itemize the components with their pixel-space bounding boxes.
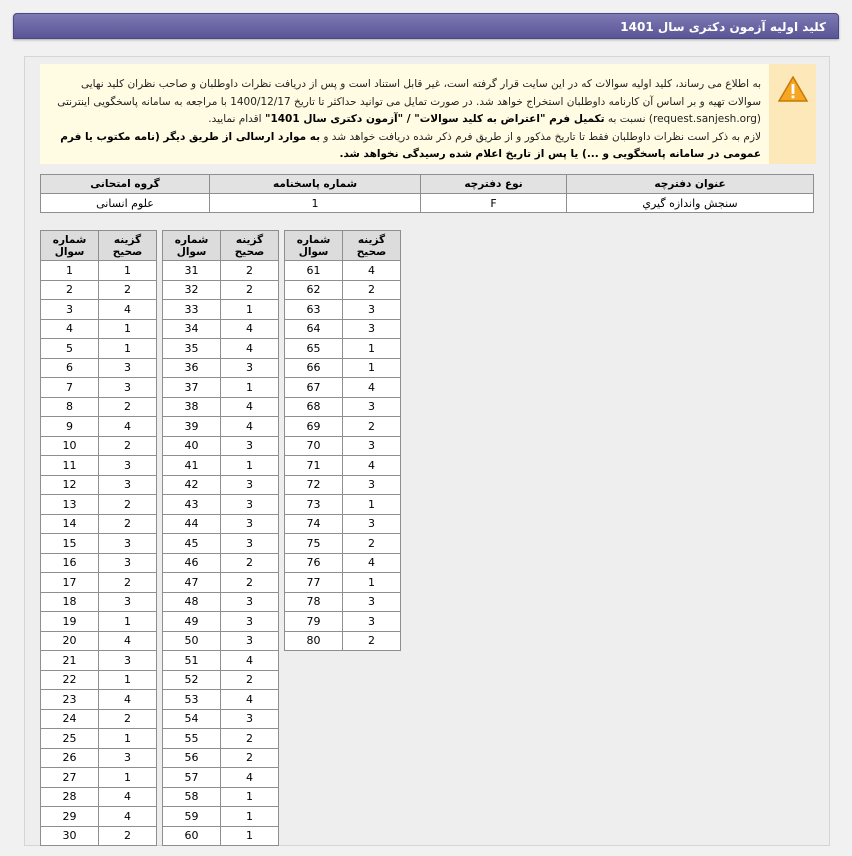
answer-row (163, 280, 279, 300)
question-number: 9 (41, 417, 99, 437)
correct-option: 1 (99, 768, 157, 788)
answer-row (285, 456, 401, 476)
question-number: 41 (163, 456, 221, 476)
correct-option: 4 (343, 553, 401, 573)
correct-option: 3 (221, 631, 279, 651)
question-number: 14 (41, 514, 99, 534)
answer-key-table-3 (284, 230, 401, 651)
correct-option: 2 (99, 495, 157, 515)
correct-option: 2 (99, 397, 157, 417)
question-number: 7 (41, 378, 99, 398)
question-number: 54 (163, 709, 221, 729)
question-number: 12 (41, 475, 99, 495)
question-number: 77 (285, 573, 343, 593)
question-number: 30 (41, 826, 99, 846)
answer-row (285, 319, 401, 339)
answer-row (41, 456, 157, 476)
question-number: 56 (163, 748, 221, 768)
correct-option: 1 (99, 612, 157, 632)
correct-option: 3 (343, 300, 401, 320)
answer-row (163, 397, 279, 417)
correct-option: 2 (99, 280, 157, 300)
answer-row (41, 651, 157, 671)
question-number: 19 (41, 612, 99, 632)
notice-line2: لازم به ذکر است نظرات داوطلبان فقط تا تاریخ مذکور و از طریق فرم ذکر شده دریافت خواهد شد و (323, 130, 761, 143)
page-title: کلید اولیه آزمون دکتری سال 1401 (620, 20, 826, 34)
answer-row (285, 553, 401, 573)
answer-row (163, 534, 279, 554)
question-number: 70 (285, 436, 343, 456)
question-number: 65 (285, 339, 343, 359)
correct-option: 1 (343, 495, 401, 515)
question-number: 76 (285, 553, 343, 573)
answer-row (285, 397, 401, 417)
correct-option: 3 (99, 592, 157, 612)
question-number: 44 (163, 514, 221, 534)
answer-row (41, 475, 157, 495)
answer-row (285, 378, 401, 398)
answer-row (285, 514, 401, 534)
correct-option: 1 (99, 319, 157, 339)
correct-option: 2 (99, 826, 157, 846)
correct-option: 3 (99, 553, 157, 573)
correct-option-header: گزینه صحیح (343, 231, 401, 261)
question-number: 52 (163, 670, 221, 690)
correct-option: 4 (99, 807, 157, 827)
question-number: 43 (163, 495, 221, 515)
question-number: 5 (41, 339, 99, 359)
answer-sheet-number-header: شماره پاسخنامه (210, 175, 421, 194)
correct-option: 3 (343, 397, 401, 417)
question-number: 17 (41, 573, 99, 593)
notice-line1: به اطلاع می رساند، کلید اولیه سوالات که در این سایت قرار گرفته است، غیر قابل استناد است و پس از دریافت نظرات داوطلبان و صاحب نظران کلید نهایی سوالات تهیه و بر اساس آن کارنامه داوطلبان استخراج خواهد شد. در صورت تمایل می توانید حداکثر تا تاریخ 1400/12/17 با مراجعه به سامانه پاسخگویی اینترنتی (request.sanjesh.org) نسبت به (57, 78, 761, 125)
answer-row (163, 670, 279, 690)
correct-option: 3 (221, 709, 279, 729)
correct-option: 3 (221, 358, 279, 378)
answer-row (41, 397, 157, 417)
question-number: 45 (163, 534, 221, 554)
question-number: 15 (41, 534, 99, 554)
correct-option: 3 (221, 475, 279, 495)
question-number: 10 (41, 436, 99, 456)
answer-row (285, 631, 401, 651)
question-number: 68 (285, 397, 343, 417)
correct-option: 1 (221, 787, 279, 807)
correct-option: 4 (99, 300, 157, 320)
answer-row (41, 534, 157, 554)
correct-option: 3 (343, 436, 401, 456)
question-number: 13 (41, 495, 99, 515)
answer-row (41, 729, 157, 749)
answer-row (163, 592, 279, 612)
answer-row (41, 709, 157, 729)
question-number: 27 (41, 768, 99, 788)
question-number: 26 (41, 748, 99, 768)
answer-row (41, 612, 157, 632)
question-number: 51 (163, 651, 221, 671)
correct-option: 3 (221, 514, 279, 534)
correct-option: 2 (221, 280, 279, 300)
answer-header-row (41, 231, 157, 261)
answer-row (41, 436, 157, 456)
answer-row (41, 748, 157, 768)
answer-row (41, 417, 157, 437)
answer-row (41, 553, 157, 573)
answer-row (163, 709, 279, 729)
correct-option: 3 (99, 378, 157, 398)
answer-row (41, 631, 157, 651)
correct-option: 4 (343, 261, 401, 281)
question-number-header: شماره سوال (41, 231, 99, 261)
correct-option: 2 (221, 573, 279, 593)
answer-row (41, 768, 157, 788)
question-number: 78 (285, 592, 343, 612)
answer-row (285, 280, 401, 300)
answer-row (41, 690, 157, 710)
correct-option: 2 (99, 514, 157, 534)
answer-row (163, 300, 279, 320)
answer-row (41, 787, 157, 807)
answer-row (163, 768, 279, 788)
correct-option: 3 (221, 495, 279, 515)
question-number: 20 (41, 631, 99, 651)
question-number: 69 (285, 417, 343, 437)
answer-row (41, 826, 157, 846)
answer-row (41, 339, 157, 359)
question-number: 24 (41, 709, 99, 729)
correct-option: 2 (343, 417, 401, 437)
correct-option: 1 (99, 339, 157, 359)
answer-row (163, 612, 279, 632)
correct-option: 1 (343, 358, 401, 378)
question-number: 64 (285, 319, 343, 339)
correct-option: 1 (99, 670, 157, 690)
correct-option: 4 (221, 768, 279, 788)
question-number: 18 (41, 592, 99, 612)
booklet-title: سنجش واندازه گیري (567, 194, 814, 213)
question-number-header: شماره سوال (163, 231, 221, 261)
correct-option: 4 (221, 319, 279, 339)
question-number: 38 (163, 397, 221, 417)
answer-row (163, 690, 279, 710)
answer-row (41, 670, 157, 690)
question-number: 34 (163, 319, 221, 339)
question-number: 49 (163, 612, 221, 632)
correct-option: 3 (221, 612, 279, 632)
question-number: 28 (41, 787, 99, 807)
question-number: 80 (285, 631, 343, 651)
question-number: 23 (41, 690, 99, 710)
answer-row (285, 475, 401, 495)
correct-option: 4 (221, 397, 279, 417)
correct-option: 2 (99, 573, 157, 593)
answer-row (41, 592, 157, 612)
question-number: 72 (285, 475, 343, 495)
page-header (13, 13, 839, 39)
answer-row (163, 631, 279, 651)
question-number: 6 (41, 358, 99, 378)
answer-row (41, 358, 157, 378)
correct-option: 4 (221, 690, 279, 710)
correct-option-header: گزینه صحیح (99, 231, 157, 261)
answer-row (285, 612, 401, 632)
question-number: 4 (41, 319, 99, 339)
question-number: 31 (163, 261, 221, 281)
question-number-header: شماره سوال (285, 231, 343, 261)
correct-option-header: گزینه صحیح (221, 231, 279, 261)
correct-option: 2 (221, 748, 279, 768)
answer-row (41, 514, 157, 534)
notice-bold-warning: به موارد ارسالی از طریق دیگر (نامه مکتوب یا فرم عمومی در سامانه پاسخگویی و ...) یا پس از تاریخ اعلام شده رسیدگی نخواهد شد. (60, 130, 761, 160)
answer-row (163, 475, 279, 495)
answer-row (163, 787, 279, 807)
question-number: 32 (163, 280, 221, 300)
answer-row (163, 514, 279, 534)
question-number: 67 (285, 378, 343, 398)
question-number: 40 (163, 436, 221, 456)
question-number: 79 (285, 612, 343, 632)
correct-option: 1 (221, 456, 279, 476)
correct-option: 2 (99, 709, 157, 729)
question-number: 66 (285, 358, 343, 378)
question-number: 2 (41, 280, 99, 300)
exam-group-header: گروه امتحانی (41, 175, 210, 194)
answer-row (285, 436, 401, 456)
answer-row (163, 436, 279, 456)
answer-row (163, 456, 279, 476)
correct-option: 2 (343, 631, 401, 651)
answer-row (41, 261, 157, 281)
answer-header-row (163, 231, 279, 261)
answer-key-table-1 (40, 230, 157, 846)
notice-icon-box (769, 64, 816, 164)
booklet-type: F (421, 194, 567, 213)
correct-option: 2 (221, 261, 279, 281)
question-number: 29 (41, 807, 99, 827)
question-number: 53 (163, 690, 221, 710)
question-number: 71 (285, 456, 343, 476)
answer-row (285, 592, 401, 612)
answer-sheet-number: 1 (210, 194, 421, 213)
answer-row (163, 826, 279, 846)
correct-option: 3 (343, 612, 401, 632)
answer-row (285, 358, 401, 378)
question-number: 48 (163, 592, 221, 612)
question-number: 21 (41, 651, 99, 671)
question-number: 16 (41, 553, 99, 573)
question-number: 74 (285, 514, 343, 534)
answer-row (285, 261, 401, 281)
answer-row (163, 807, 279, 827)
question-number: 35 (163, 339, 221, 359)
question-number: 60 (163, 826, 221, 846)
correct-option: 3 (99, 651, 157, 671)
answer-row (41, 319, 157, 339)
answer-row (41, 495, 157, 515)
answer-row (285, 417, 401, 437)
question-number: 50 (163, 631, 221, 651)
answer-row (163, 495, 279, 515)
answer-row (163, 319, 279, 339)
correct-option: 3 (221, 436, 279, 456)
notice-box (40, 64, 816, 164)
correct-option: 2 (221, 670, 279, 690)
correct-option: 1 (343, 339, 401, 359)
answer-row (163, 573, 279, 593)
correct-option: 2 (221, 553, 279, 573)
answer-row (285, 534, 401, 554)
correct-option: 4 (343, 456, 401, 476)
notice-bold-form: تکمیل فرم "اعتراض به کلید سوالات" / "آزمون دکتری سال 1401" (264, 113, 605, 125)
question-number: 62 (285, 280, 343, 300)
booklet-row (41, 194, 814, 213)
question-number: 63 (285, 300, 343, 320)
correct-option: 3 (99, 475, 157, 495)
correct-option: 2 (99, 436, 157, 456)
question-number: 46 (163, 553, 221, 573)
answer-row (41, 807, 157, 827)
correct-option: 3 (99, 534, 157, 554)
booklet-info-table (40, 174, 814, 213)
answer-row (285, 573, 401, 593)
answer-row (41, 280, 157, 300)
answer-key-table-2 (162, 230, 279, 846)
correct-option: 4 (221, 651, 279, 671)
question-number: 22 (41, 670, 99, 690)
question-number: 57 (163, 768, 221, 788)
correct-option: 2 (221, 729, 279, 749)
question-number: 25 (41, 729, 99, 749)
notice-text (47, 76, 761, 164)
answer-row (163, 358, 279, 378)
correct-option: 4 (343, 378, 401, 398)
answer-row (163, 553, 279, 573)
correct-option: 3 (343, 319, 401, 339)
correct-option: 4 (99, 787, 157, 807)
question-number: 58 (163, 787, 221, 807)
question-number: 1 (41, 261, 99, 281)
correct-option: 4 (99, 690, 157, 710)
answer-row (163, 651, 279, 671)
question-number: 42 (163, 475, 221, 495)
correct-option: 3 (221, 534, 279, 554)
answer-row (41, 573, 157, 593)
answer-row (163, 729, 279, 749)
question-number: 8 (41, 397, 99, 417)
exam-group: علوم انسانی (41, 194, 210, 213)
answer-row (163, 378, 279, 398)
question-number: 3 (41, 300, 99, 320)
question-number: 39 (163, 417, 221, 437)
booklet-title-header: عنوان دفترچه (567, 175, 814, 194)
answer-row (41, 378, 157, 398)
answer-row (163, 261, 279, 281)
answer-row (163, 748, 279, 768)
correct-option: 4 (221, 417, 279, 437)
correct-option: 1 (221, 826, 279, 846)
correct-option: 3 (99, 358, 157, 378)
notice-line1-end: اقدام نمایید. (208, 113, 262, 125)
question-number: 75 (285, 534, 343, 554)
correct-option: 3 (221, 592, 279, 612)
correct-option: 1 (99, 729, 157, 749)
correct-option: 3 (343, 475, 401, 495)
question-number: 36 (163, 358, 221, 378)
correct-option: 2 (343, 280, 401, 300)
question-number: 59 (163, 807, 221, 827)
correct-option: 1 (99, 261, 157, 281)
correct-option: 4 (99, 631, 157, 651)
correct-option: 1 (221, 378, 279, 398)
question-number: 61 (285, 261, 343, 281)
question-number: 33 (163, 300, 221, 320)
answer-row (163, 417, 279, 437)
booklet-type-header: نوع دفترچه (421, 175, 567, 194)
correct-option: 3 (99, 748, 157, 768)
answer-header-row (285, 231, 401, 261)
question-number: 47 (163, 573, 221, 593)
warning-icon (778, 76, 808, 102)
answer-row (41, 300, 157, 320)
correct-option: 3 (343, 514, 401, 534)
correct-option: 3 (343, 592, 401, 612)
correct-option: 4 (99, 417, 157, 437)
question-number: 55 (163, 729, 221, 749)
question-number: 73 (285, 495, 343, 515)
booklet-header-row (41, 175, 814, 194)
answer-row (163, 339, 279, 359)
answer-row (285, 339, 401, 359)
answer-row (285, 300, 401, 320)
question-number: 11 (41, 456, 99, 476)
correct-option: 2 (343, 534, 401, 554)
correct-option: 3 (99, 456, 157, 476)
correct-option: 1 (343, 573, 401, 593)
answer-row (285, 495, 401, 515)
correct-option: 1 (221, 807, 279, 827)
correct-option: 1 (221, 300, 279, 320)
question-number: 37 (163, 378, 221, 398)
correct-option: 4 (221, 339, 279, 359)
